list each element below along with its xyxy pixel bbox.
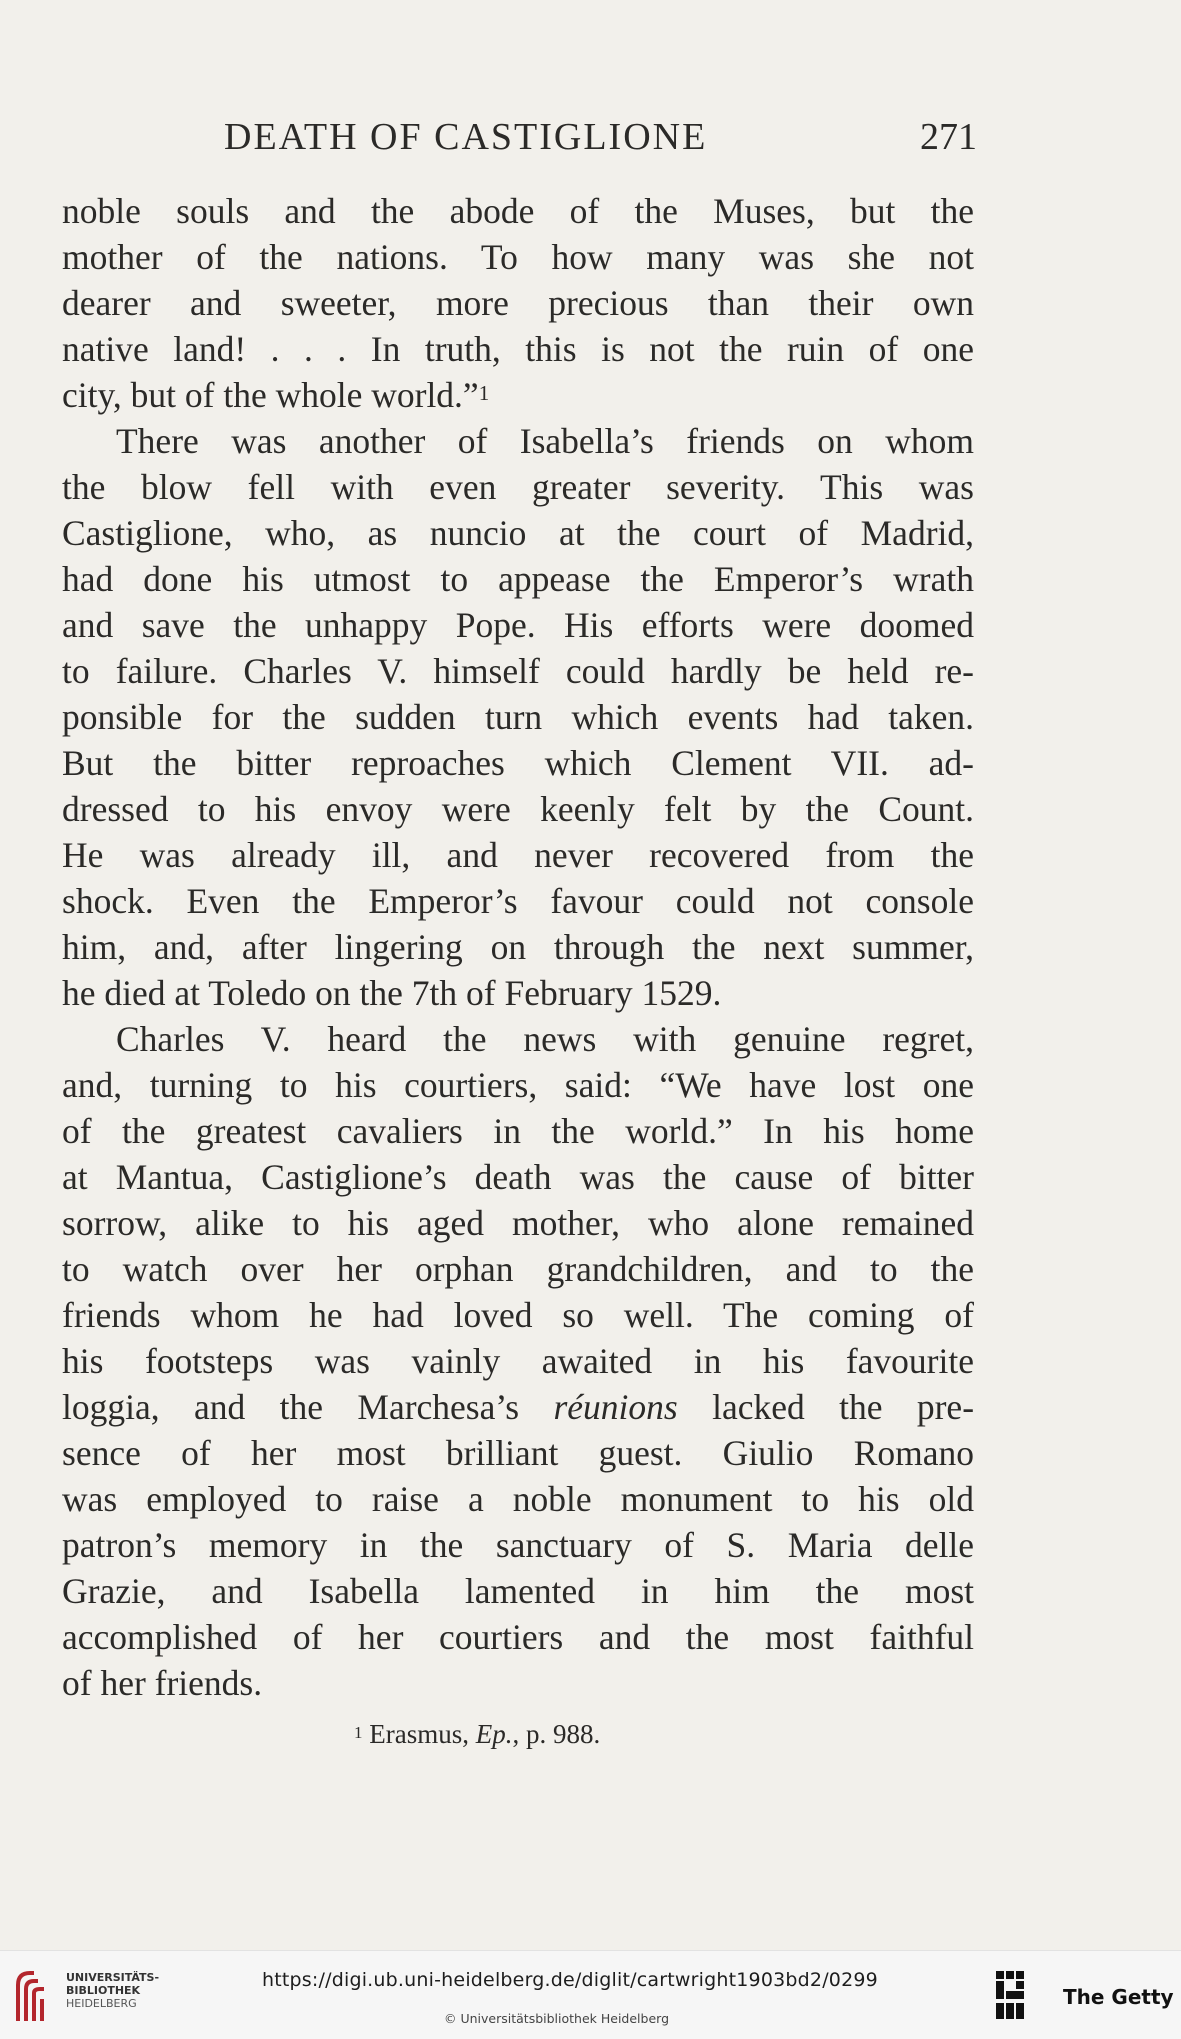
line-text: to watch over her orphan grandchildren, and to the bbox=[62, 1249, 974, 1289]
line-text: him, and, after lingering on through the next summer, bbox=[62, 927, 974, 967]
body-line bbox=[62, 1430, 974, 1476]
line-text: was employed to raise a noble monument to his old bbox=[62, 1479, 974, 1519]
running-title: DEATH OF CASTIGLIONE bbox=[224, 116, 708, 158]
line-text: ponsible for the sudden turn which events had taken. bbox=[62, 697, 974, 737]
body-line bbox=[62, 1476, 974, 1522]
body-line bbox=[62, 556, 974, 602]
line-text: at Mantua, Castiglione’s death was the cause of bitter bbox=[62, 1157, 974, 1197]
body-line bbox=[62, 1062, 974, 1108]
body-line bbox=[62, 786, 974, 832]
body-line bbox=[62, 740, 974, 786]
line-text: and, turning to his courtiers, said: “We have lost one bbox=[62, 1065, 974, 1105]
body-line bbox=[62, 1200, 974, 1246]
permalink-url[interactable]: https://digi.ub.uni-heidelberg.de/diglit/cartwright1903bd2/0299 bbox=[262, 1969, 878, 1991]
italic-word: réunions bbox=[553, 1387, 678, 1427]
footnote-text: Erasmus, bbox=[369, 1719, 476, 1749]
line-text: of the greatest cavaliers in the world.” In his home bbox=[62, 1111, 974, 1151]
body-line bbox=[116, 418, 974, 464]
body-line bbox=[62, 1568, 974, 1614]
university-library-logo-icon bbox=[14, 1967, 56, 2025]
line-text: the blow fell with even greater severity. This was bbox=[62, 467, 974, 507]
line-text: noble souls and the abode of the Muses, but the bbox=[62, 191, 974, 231]
body-line bbox=[62, 188, 974, 234]
body-line bbox=[62, 832, 974, 878]
line-text: Grazie, and Isabella lamented in him the most bbox=[62, 1571, 974, 1611]
line-text: his footsteps was vainly awaited in his favourite bbox=[62, 1341, 974, 1381]
line-text: loggia, and the Marchesa’s bbox=[62, 1387, 520, 1427]
footnote-mark: 1 bbox=[354, 1723, 363, 1742]
getty-logo-icon bbox=[994, 1969, 1028, 2021]
body-line bbox=[62, 280, 974, 326]
line-text: mother of the nations. To how many was she not bbox=[62, 237, 974, 277]
line-text: and save the unhappy Pope. His efforts were doomed bbox=[62, 605, 974, 645]
body-line bbox=[62, 1338, 974, 1384]
body-line bbox=[62, 1154, 974, 1200]
body-line bbox=[62, 970, 974, 1016]
line-text: He was already ill, and never recovered from the bbox=[62, 835, 974, 875]
body-line bbox=[62, 694, 974, 740]
body-line bbox=[62, 1614, 974, 1660]
body-line bbox=[62, 1522, 974, 1568]
footer-bar bbox=[0, 1950, 1181, 2039]
page-number: 271 bbox=[920, 116, 977, 158]
line-text: of her friends. bbox=[62, 1663, 263, 1703]
line-text: city, but of the whole world.” bbox=[62, 375, 479, 415]
line-text: shock. Even the Emperor’s favour could not console bbox=[62, 881, 974, 921]
body-line bbox=[62, 510, 974, 556]
line-text: Charles V. heard the news with genuine regret, bbox=[116, 1019, 974, 1059]
getty-name: The Getty bbox=[1063, 1985, 1174, 2009]
library-city-line: HEIDELBERG bbox=[66, 1997, 137, 2010]
footnote-reference: 1 bbox=[478, 381, 490, 405]
body-line bbox=[116, 1016, 974, 1062]
line-text: native land! . . . In truth, this is not the ruin of one bbox=[62, 329, 974, 369]
line-text: sorrow, alike to his aged mother, who alone remained bbox=[62, 1203, 974, 1243]
body-line bbox=[62, 1108, 974, 1154]
line-text: dressed to his envoy were keenly felt by the Count. bbox=[62, 789, 974, 829]
footnote bbox=[354, 1714, 600, 1754]
body-line bbox=[62, 648, 974, 694]
line-text: sence of her most brilliant guest. Giulio Romano bbox=[62, 1433, 974, 1473]
library-name bbox=[66, 1971, 159, 2010]
body-line bbox=[62, 372, 974, 418]
body-line bbox=[62, 924, 974, 970]
library-name-line: UNIVERSITÄTS- bbox=[66, 1971, 160, 1984]
line-text: There was another of Isabella’s friends on whom bbox=[116, 421, 974, 461]
line-text: dearer and sweeter, more precious than their own bbox=[62, 283, 974, 323]
footnote-italic: Ep. bbox=[475, 1719, 513, 1749]
library-name-line: BIBLIOTHEK bbox=[66, 1984, 141, 1997]
body-line bbox=[62, 1246, 974, 1292]
body-line bbox=[62, 326, 974, 372]
running-head bbox=[224, 112, 977, 162]
body-line bbox=[62, 1292, 974, 1338]
line-text: had done his utmost to appease the Emperor’s wrath bbox=[62, 559, 974, 599]
line-text: to failure. Charles V. himself could hardly be held re- bbox=[62, 651, 974, 691]
copyright-notice: © Universitätsbibliothek Heidelberg bbox=[444, 2011, 670, 2026]
line-text: But the bitter reproaches which Clement VII. ad- bbox=[62, 743, 974, 783]
footnote-text-end: , p. 988. bbox=[512, 1719, 601, 1749]
body-line bbox=[62, 878, 974, 924]
body-line bbox=[62, 602, 974, 648]
line-text: friends whom he had loved so well. The coming of bbox=[62, 1295, 974, 1335]
body-line bbox=[62, 1660, 974, 1706]
line-text: accomplished of her courtiers and the most faithful bbox=[62, 1617, 974, 1657]
line-text: patron’s memory in the sanctuary of S. Maria delle bbox=[62, 1525, 974, 1565]
line-text: Castiglione, who, as nuncio at the court of Madrid, bbox=[62, 513, 974, 553]
body-line bbox=[62, 234, 974, 280]
body-line bbox=[62, 1384, 974, 1430]
body-line bbox=[62, 464, 974, 510]
line-text: lacked the pre- bbox=[677, 1387, 974, 1427]
line-text: he died at Toledo on the 7th of February 1529. bbox=[62, 973, 722, 1013]
